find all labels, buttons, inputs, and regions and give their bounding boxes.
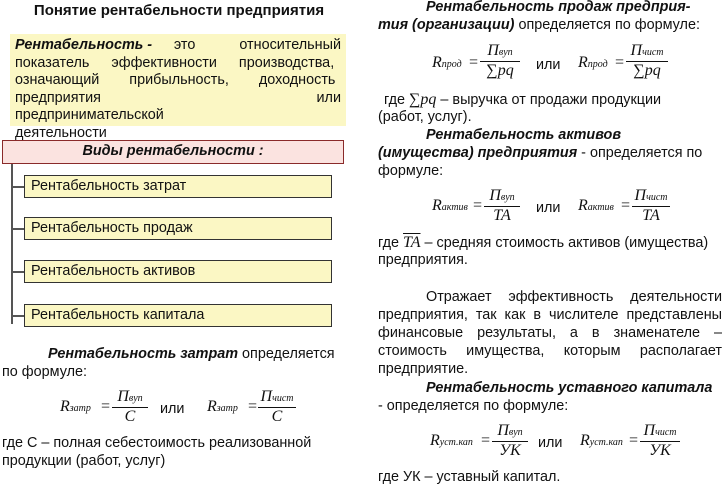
equals-sign: = <box>472 197 483 214</box>
capital-formula-right: Rуст.кап <box>580 432 623 449</box>
sales-heading: Рентабельность продаж предприя- <box>426 0 691 15</box>
cost-note-line2: продукции (работ, услуг) <box>2 453 166 469</box>
definition-term: Рентабельность - <box>15 37 153 53</box>
tree-branch <box>11 186 25 188</box>
sales-formula-left: Rпрод <box>432 54 462 71</box>
type-item-costs: Рентабельность затрат <box>24 175 332 198</box>
cost-note-line1: где С – полная себестоимость реализованной <box>2 435 312 451</box>
assets-para-line3: финансовые результаты, а в знаменателе – <box>378 325 722 341</box>
cost-formula-left: Rзатр <box>60 398 91 415</box>
capital-heading-line2: - определяется по формуле: <box>378 398 569 414</box>
page-title: Понятие рентабельности предприятия <box>33 2 325 19</box>
equals-sign: = <box>620 197 631 214</box>
capital-heading: Рентабельность уставного капитала <box>426 380 713 396</box>
equals-sign: = <box>468 54 479 71</box>
assets-note-line2: предприятия. <box>378 252 468 268</box>
type-item-sales: Рентабельность продаж <box>24 217 332 240</box>
type-item-assets: Рентабельность активов <box>24 260 332 283</box>
sales-heading-line2: тия (организации) определяется по формуле: <box>378 17 700 33</box>
assets-formula-left: Rактив <box>432 197 468 214</box>
cost-heading-line2: по формуле: <box>2 364 87 380</box>
type-item-capital: Рентабельность капитала <box>24 304 332 327</box>
equals-sign: = <box>614 54 625 71</box>
types-header: Виды рентабельности : <box>2 140 344 164</box>
definition-line1-rest: это относительный <box>173 37 341 53</box>
assets-para-line4: стоимость имущества, которым располагает <box>378 343 722 359</box>
cost-or: или <box>160 401 185 417</box>
sales-note-line2: (работ, услуг). <box>378 109 472 125</box>
assets-heading-line3: формуле: <box>378 163 444 179</box>
definition-box <box>10 34 346 141</box>
cost-heading: Рентабельность затрат определяется <box>48 346 335 362</box>
cost-fraction-2: Пчист С <box>258 388 296 425</box>
definition-line-2: показатель эффективности производства, <box>15 54 335 71</box>
assets-para-line2: предприятия, так как в числителе представлены <box>378 307 722 323</box>
assets-fraction-2: Пчист $\overline{TA}$ <box>632 187 670 224</box>
tree-branch <box>11 271 25 273</box>
assets-note-line1: где $\overline{TA}$ – средняя стоимость активов (имущества) <box>378 234 709 251</box>
capital-fraction-1: Пвуп УК <box>492 422 528 459</box>
capital-note: где УК – уставный капитал. <box>378 469 561 485</box>
assets-or: или <box>536 200 561 216</box>
sales-fraction-2: Пчист ∑pq <box>626 42 668 79</box>
equals-sign: = <box>247 398 258 415</box>
assets-para-line5: предприятие. <box>378 361 469 377</box>
assets-fraction-1: Пвуп $\overline{TA}$ <box>484 187 520 224</box>
equals-sign: = <box>480 432 491 449</box>
equals-sign: = <box>100 398 111 415</box>
cost-formula-right: Rзатр <box>207 398 238 415</box>
sales-formula-right: Rпрод <box>578 54 608 71</box>
tree-branch <box>11 228 25 230</box>
assets-para-line1: Отражает эффективность деятельности <box>426 289 722 305</box>
sales-or: или <box>536 57 561 73</box>
capital-formula-left: Rуст.кап <box>430 432 473 449</box>
assets-heading-line2: (имущества) предприятия - определяется по <box>378 145 703 161</box>
capital-fraction-2: Пчист УК <box>640 422 680 459</box>
definition-line-1 <box>15 37 341 55</box>
cost-fraction-1: Пвуп С <box>112 388 148 425</box>
sales-note-line1: где ∑pq – выручка от продажи продукции <box>384 91 662 108</box>
definition-line-4: предприятия или предпринимательской <box>15 89 341 123</box>
assets-heading: Рентабельность активов <box>426 127 622 143</box>
definition-line-3: означающий прибыльность, доходность <box>15 72 336 88</box>
tree-branch <box>11 315 25 317</box>
assets-formula-right: Rактив <box>578 197 614 214</box>
sales-fraction-1: Пвуп ∑pq <box>480 42 520 79</box>
equals-sign: = <box>628 432 639 449</box>
capital-or: или <box>538 435 563 451</box>
definition-line-5: деятельности <box>15 124 107 141</box>
tree-connector <box>11 164 13 324</box>
